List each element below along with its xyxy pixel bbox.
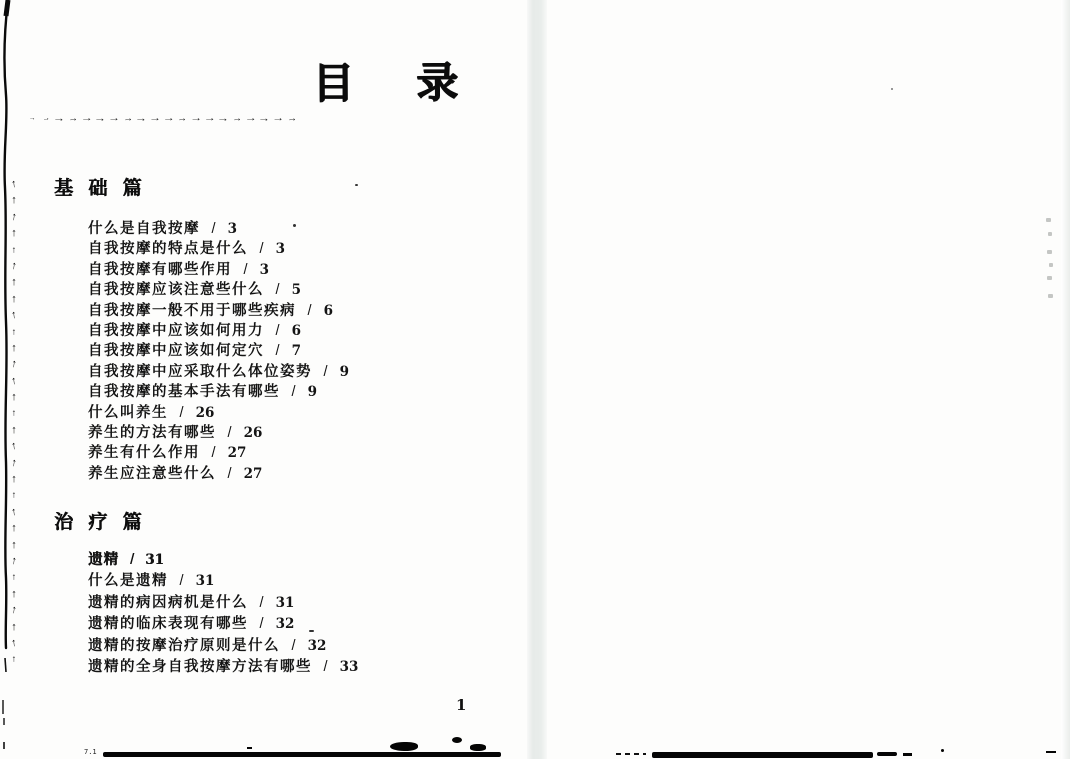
arrow-glyph-icon: → <box>41 113 50 123</box>
arrow-glyph-icon: → <box>216 112 230 124</box>
arrow-glyph-icon: ↑ <box>10 456 18 469</box>
scan-noise-label: 7.1 <box>84 748 97 756</box>
toc-item <box>88 658 358 679</box>
scan-smudge <box>103 752 501 757</box>
toc-item-page: 32 <box>275 616 295 633</box>
arrow-glyph-icon: ↑ <box>11 276 17 289</box>
toc-item <box>88 322 349 342</box>
arrow-glyph-icon: ↑ <box>11 620 17 633</box>
arrow-glyph-icon: ↑ <box>10 554 18 568</box>
scan-noise-dot <box>355 184 358 186</box>
scan-smudge <box>877 752 897 756</box>
arrow-glyph-icon: ↑ <box>10 505 18 519</box>
toc-item <box>88 302 349 322</box>
arrow-glyph-icon: → <box>190 112 203 124</box>
scan-noise-dot <box>891 88 893 90</box>
toc-item-separator: / <box>291 384 298 401</box>
toc-item-title: 遗精的全身自我按摩方法有哪些 <box>88 658 312 675</box>
arrow-glyph-icon: ↑ <box>10 374 18 388</box>
arrow-glyph-icon: ↑ <box>11 326 17 337</box>
arrow-glyph-icon: → <box>108 112 121 124</box>
toc-item <box>88 404 349 424</box>
toc-item-page: 5 <box>291 282 301 299</box>
toc-item-separator: / <box>130 552 136 568</box>
arrow-glyph-icon: ↑ <box>11 244 17 255</box>
toc-list-basics <box>88 220 349 485</box>
arrow-glyph-icon: ↑ <box>10 357 18 371</box>
toc-item-separator: / <box>323 658 330 675</box>
decorative-arrow-row <box>26 111 298 125</box>
scan-smudge <box>247 747 252 749</box>
left-page <box>0 0 528 759</box>
page-number-left: 1 <box>456 696 467 714</box>
arrow-glyph-icon: ↑ <box>10 636 18 650</box>
toc-item <box>88 465 349 485</box>
toc-item-title: 自我按摩一般不用于哪些疾病 <box>88 302 296 319</box>
arrow-glyph-icon: ↑ <box>11 587 17 600</box>
toc-item-page: 26 <box>243 424 263 441</box>
toc-item-separator: / <box>275 282 282 299</box>
toc-item <box>88 615 358 636</box>
scan-gray-speck <box>1048 294 1053 298</box>
toc-item-page: 33 <box>339 658 359 675</box>
toc-item-page: 3 <box>259 261 269 278</box>
scan-gray-speck <box>1046 218 1051 222</box>
toc-item <box>88 444 349 464</box>
right-page <box>546 0 1062 759</box>
scan-smudge <box>652 752 873 758</box>
arrow-glyph-icon: → <box>80 112 93 124</box>
section-heading-treatment: 治 疗 篇 <box>54 512 147 533</box>
scan-right-edge <box>1061 0 1070 759</box>
toc-item-separator: / <box>275 343 282 360</box>
toc-item-separator: / <box>211 445 218 462</box>
toc-item <box>88 220 349 240</box>
toc-item <box>88 261 349 281</box>
arrow-glyph-icon: → <box>67 112 79 124</box>
toc-item <box>88 281 349 301</box>
arrow-glyph-icon: ↑ <box>10 308 18 322</box>
scan-gray-speck <box>1047 276 1052 280</box>
toc-item-separator: / <box>259 241 266 258</box>
arrow-glyph-icon: ↑ <box>11 227 17 240</box>
page-title: 目 录 <box>311 58 469 107</box>
scan-noise-dot <box>293 224 296 227</box>
toc-item-title: 自我按摩中应该如何定穴 <box>88 343 264 360</box>
arrow-glyph-icon: ↑ <box>10 259 18 273</box>
scan-gray-speck <box>1047 250 1052 254</box>
toc-item <box>88 363 349 383</box>
toc-item-title: 自我按摩的基本手法有哪些 <box>88 384 280 401</box>
scan-smudge <box>470 744 486 751</box>
toc-item <box>88 383 349 403</box>
toc-item-separator: / <box>323 363 330 380</box>
toc-item-title: 遗精 <box>88 552 119 568</box>
arrow-glyph-icon: → <box>52 112 66 124</box>
section-heading-basics: 基 础 篇 <box>54 178 147 199</box>
arrow-glyph-icon: ↑ <box>10 210 18 224</box>
toc-item <box>88 572 358 593</box>
arrow-glyph-icon: ↑ <box>11 538 17 551</box>
toc-item <box>88 424 349 444</box>
arrow-glyph-icon: → <box>177 112 188 124</box>
toc-item-separator: / <box>243 261 250 278</box>
toc-item-separator: / <box>227 465 234 482</box>
toc-item-title: 养生应注意些什么 <box>88 465 216 482</box>
arrow-glyph-icon: → <box>286 112 298 124</box>
toc-item-page: 31 <box>195 573 215 590</box>
scan-smudge <box>616 753 646 755</box>
toc-item-title: 养生有什么作用 <box>88 445 200 462</box>
toc-item-separator: / <box>275 322 282 339</box>
toc-item-title: 什么叫养生 <box>88 404 168 421</box>
arrow-glyph-icon: ↑ <box>11 391 17 404</box>
arrow-glyph-icon: ↑ <box>11 423 17 436</box>
arrow-glyph-icon: → <box>272 112 285 124</box>
toc-item-separator: / <box>227 424 234 441</box>
toc-item-separator: / <box>291 637 298 654</box>
toc-item-page: 6 <box>291 322 301 339</box>
toc-item-title: 养生的方法有哪些 <box>88 424 216 441</box>
arrow-glyph-icon: ↑ <box>11 194 17 207</box>
toc-item-title: 遗精的按摩治疗原则是什么 <box>88 637 280 654</box>
scan-gray-speck <box>1049 263 1053 267</box>
arrow-glyph-icon: → <box>244 112 257 124</box>
arrow-glyph-icon: ↑ <box>10 439 18 453</box>
arrow-glyph-icon: → <box>149 112 162 124</box>
toc-item-page: 7 <box>291 343 301 360</box>
arrow-glyph-icon: → <box>203 112 216 124</box>
arrow-glyph-icon: → <box>122 112 133 124</box>
toc-item-page: 31 <box>275 594 295 611</box>
toc-item-title: 什么是自我按摩 <box>88 221 200 237</box>
toc-item-page: 6 <box>323 302 333 319</box>
arrow-glyph-icon: ↑ <box>11 522 17 535</box>
toc-item <box>88 594 358 615</box>
scan-smudge <box>1046 751 1056 753</box>
scan-gray-speck <box>1048 232 1052 236</box>
toc-item-page: 9 <box>307 384 317 401</box>
arrow-glyph-icon: ↑ <box>11 341 17 354</box>
toc-item-separator: / <box>179 404 186 421</box>
toc-item-title: 自我按摩中应该如何用力 <box>88 322 264 339</box>
toc-item-separator: / <box>211 221 218 237</box>
arrow-glyph-icon: ↑ <box>10 603 18 617</box>
toc-item-separator: / <box>179 573 186 590</box>
arrow-glyph-icon: ↑ <box>10 177 18 191</box>
toc-item-title: 遗精的病因病机是什么 <box>88 594 248 611</box>
toc-item-page: 27 <box>243 465 263 482</box>
arrow-glyph-icon: → <box>134 112 148 124</box>
scan-smudge <box>941 749 944 752</box>
toc-item-separator: / <box>259 616 266 633</box>
scan-smudge <box>390 742 418 751</box>
toc-item-page: 3 <box>227 221 237 237</box>
toc-item-page: 3 <box>275 241 285 258</box>
toc-item <box>88 240 349 260</box>
toc-item-page: 27 <box>227 445 247 462</box>
toc-item <box>88 637 358 658</box>
arrow-glyph-icon: ↑ <box>11 572 17 583</box>
arrow-glyph-icon: → <box>231 112 243 124</box>
arrow-glyph-icon: ↑ <box>11 292 17 305</box>
toc-item-separator: / <box>307 302 314 319</box>
arrow-glyph-icon: ↑ <box>11 473 17 486</box>
toc-item-page: 31 <box>145 552 164 568</box>
scan-noise-dot <box>309 630 314 632</box>
toc-item-separator: / <box>259 594 266 611</box>
arrow-glyph-icon: → <box>93 112 107 124</box>
arrow-glyph-icon: ↑ <box>11 490 17 501</box>
arrow-glyph-icon: → <box>162 112 175 124</box>
toc-item-title: 遗精的临床表现有哪些 <box>88 616 248 633</box>
toc-item-title: 自我按摩有哪些作用 <box>88 261 232 278</box>
toc-item-title: 什么是遗精 <box>88 573 168 590</box>
toc-item <box>88 342 349 362</box>
toc-list-treatment <box>88 551 358 679</box>
scan-smudge <box>452 737 462 743</box>
arrow-glyph-icon: ↑ <box>11 654 17 665</box>
toc-item-title: 自我按摩的特点是什么 <box>88 241 248 258</box>
arrow-glyph-icon: ↑ <box>11 408 17 419</box>
page-gutter <box>527 0 547 759</box>
toc-item-title: 自我按摩应该注意些什么 <box>88 282 264 299</box>
toc-item-page: 32 <box>307 637 327 654</box>
scan-smudge <box>903 753 912 756</box>
arrow-glyph-icon: → <box>28 114 36 122</box>
toc-item-page: 9 <box>339 363 349 380</box>
arrow-glyph-icon: → <box>257 112 271 124</box>
toc-item-page: 26 <box>195 404 215 421</box>
toc-item <box>88 551 358 572</box>
toc-item-title: 自我按摩中应采取什么体位姿势 <box>88 363 312 380</box>
